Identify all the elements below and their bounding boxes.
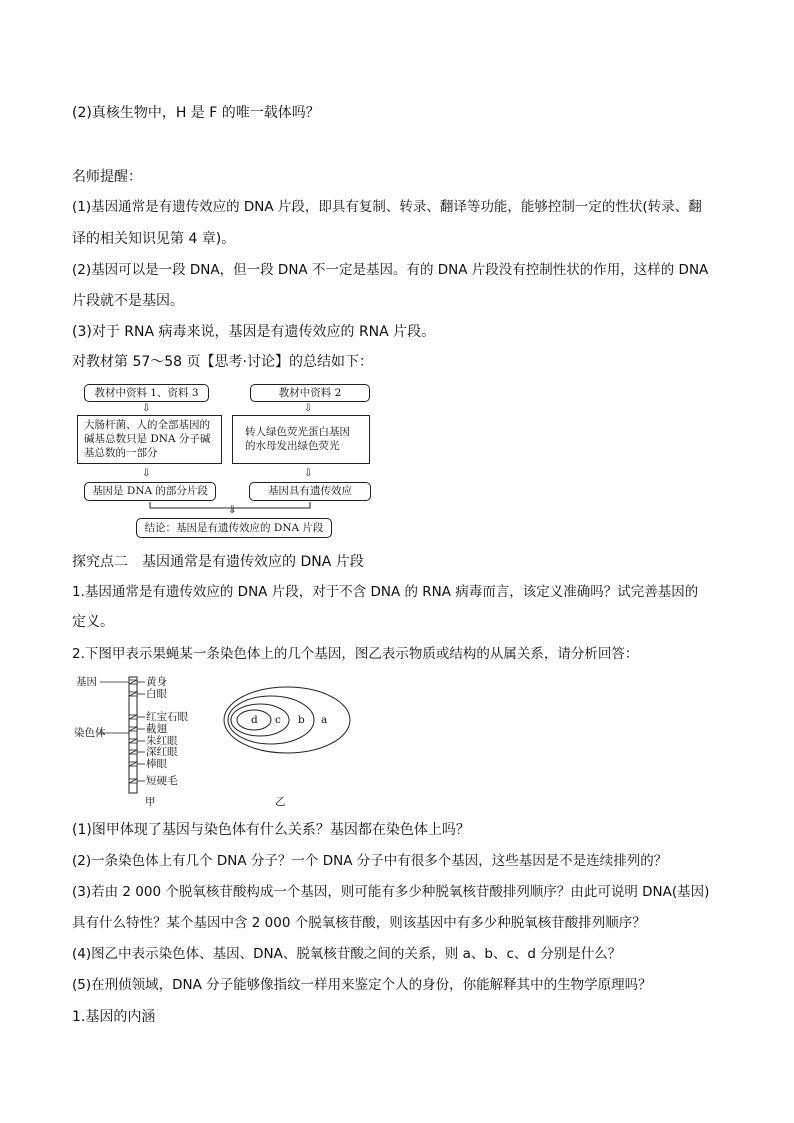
subquestion-3-line2: 具有什么特性？某个基因中含 2 000 个脱氧核苷酸，则该基因中有多少种脱氧核苷酸排列顺序？: [72, 915, 646, 931]
subquestion-1: (1)图甲体现了基因与染色体有什么关系？基因都在染色体上吗？: [72, 822, 470, 838]
question-2: (2)真核生物中，H 是 F 的唯一载体吗？: [72, 105, 320, 121]
flow-arrow-down-icon: ⇩: [142, 403, 151, 414]
gene-name: 黄身: [146, 676, 167, 688]
tip-p2-line2: 片段就不是基因。: [72, 293, 184, 309]
subquestion-2: (2)一条染色体上有几个 DNA 分子？一个 DNA 分子中有很多个基因，这些基因是不是连续排列的？: [72, 853, 668, 869]
ellipse-label-b: b: [298, 714, 305, 726]
subquestion-4: (4)图乙中表示染色体、基因、DNA、脱氧核苷酸之间的关系，则 a、b、c、d 分别是什么？: [72, 946, 622, 962]
s2-q2: 2.下图甲表示果蝇某一条染色体上的几个基因，图乙表示物质或结构的从属关系，请分析回答：: [72, 646, 639, 662]
ellipse-a: [224, 687, 350, 753]
flow-arrow-down-icon: ⇩: [304, 403, 313, 414]
s2-q1-line2: 定义。: [72, 614, 114, 630]
flow-right-top: 教材中资料 2: [250, 384, 370, 402]
flow-left-bottom: 基因是 DNA 的部分片段: [84, 482, 216, 501]
figure-jia-caption: 甲: [145, 796, 156, 808]
flow-right-mid: 转人绿色荧光蛋白基因的水母发出绿色荧光: [232, 415, 370, 464]
flow-conclusion: 结论：基因是有遗传效应的 DNA 片段: [136, 518, 332, 538]
flow-arrow-down-icon: ⇩: [304, 468, 313, 479]
gene-name: 棒眼: [146, 758, 167, 770]
chromosome-label: 染色体: [74, 727, 106, 739]
tip-heading: 名师提醒：: [72, 169, 142, 185]
figure-yi-caption: 乙: [275, 796, 286, 808]
gene-name: 朱红眼: [146, 735, 178, 747]
tip-p1-line2: 译的相关知识见第 4 章)。: [72, 231, 236, 247]
ellipse-label-c: c: [275, 714, 281, 726]
flow-left-mid: 大肠杆菌、人的全部基因的碱基总数只是 DNA 分子碱基总数的一部分: [77, 415, 222, 464]
gene-label: 基因: [76, 676, 97, 688]
tip-p2-line1: (2)基因可以是一段 DNA，但一段 DNA 不一定是基因。有的 DNA 片段没有控制性状的作用，这样的 DNA: [72, 262, 709, 278]
flow-arrow-down-icon: ⇩: [228, 505, 237, 516]
gene-name: 截翅: [146, 723, 167, 735]
gene-name: 白眼: [146, 688, 167, 700]
gene-name: 红宝石眼: [146, 711, 188, 723]
section2-title: 探究点二 基因通常是有遗传效应的 DNA 片段: [72, 554, 364, 570]
subquestion-5: (5)在刑侦领域，DNA 分子能够像指纹一样用来鉴定个人的身份，你能解释其中的生物学原理吗？: [72, 977, 652, 993]
gene-name: 短硬毛: [146, 775, 178, 787]
summary-intro: 对教材第 57～58 页【思考·讨论】的总结如下：: [72, 354, 373, 370]
ellipse-label-a: a: [321, 714, 328, 726]
subquestion-3-line1: (3)若由 2 000 个脱氧核苷酸构成一个基因，则可能有多少种脱氧核苷酸排列顺序？由此可说明 DNA(基因): [72, 884, 710, 900]
tip-p3: (3)对于 RNA 病毒来说，基因是有遗传效应的 RNA 片段。: [72, 324, 436, 340]
flow-left-top: 教材中资料 1、资料 3: [84, 384, 209, 402]
flow-arrow-down-icon: ⇩: [142, 468, 151, 479]
flow-right-bottom: 基因具有遗传效应: [249, 482, 371, 501]
ellipse-label-d: d: [251, 714, 258, 726]
final-heading: 1.基因的内涵: [72, 1009, 156, 1025]
s2-q1-line1: 1.基因通常是有遗传效应的 DNA 片段，对于不含 DNA 的 RNA 病毒而言，该定义准确吗？试完善基因的: [72, 584, 699, 600]
gene-name: 深红眼: [146, 746, 178, 758]
tip-p1-line1: (1)基因通常是有遗传效应的 DNA 片段，即具有复制、转录、翻译等功能，能够控制一定的性状(转录、翻: [72, 199, 702, 215]
